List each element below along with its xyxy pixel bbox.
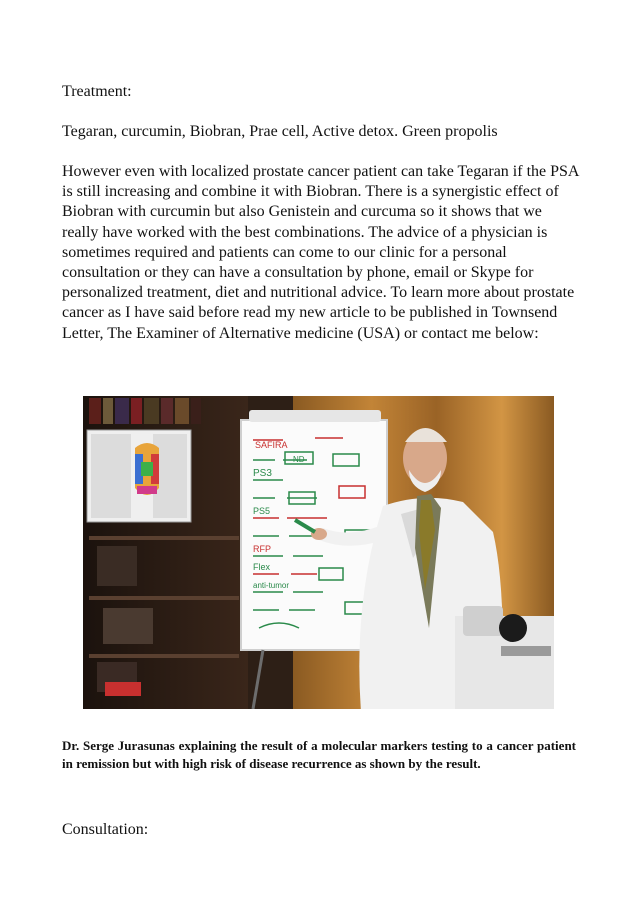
bookshelf (89, 398, 201, 424)
consultation-heading: Consultation: (62, 821, 149, 838)
anatomy-poster (87, 430, 191, 522)
body-paragraph: However even with localized prostate cancer patient can take Tegaran if the PSA is still increasing and combine it with Biobran. There is a synergistic effect of Biobran with curcumin but also Genistein and curcuma so it shows that we really have worked with the best combinations. The advice of a physician is sometimes required and patients can come to our clinic for a personal consultation or they can have a consultation by phone, email or Skype for personalized treatment, diet and nutritional advice. To learn more about prostate cancer as I have said before read my new article to be published in Townsend Letter, The Examiner of Alternative medicine (USA) or contact me below: (62, 163, 579, 342)
board-text-anti-tumor: anti-tumor (253, 581, 290, 590)
board-text-ps5: PS5 (253, 506, 271, 516)
photo-illustration (83, 396, 554, 709)
red-box (105, 682, 141, 696)
treatment-list: Tegaran, curcumin, Biobran, Prae cell, Active detox. Green propolis (62, 123, 498, 140)
board-text-flex: Flex (253, 562, 271, 572)
board-text-ps3: PS3 (253, 468, 272, 479)
board-text-safira: SAFIRA (255, 440, 288, 450)
medical-device (455, 606, 554, 709)
treatment-heading: Treatment: (62, 83, 132, 100)
doctor-whiteboard-photo (83, 396, 554, 709)
board-text-nd: ND (293, 455, 305, 464)
board-text-rfp: RFP (253, 544, 271, 554)
photo-caption: Dr. Serge Jurasunas explaining the result of a molecular markers testing to a cancer patient in remission but with high risk of disease recurrence as shown by the result. (62, 738, 576, 771)
